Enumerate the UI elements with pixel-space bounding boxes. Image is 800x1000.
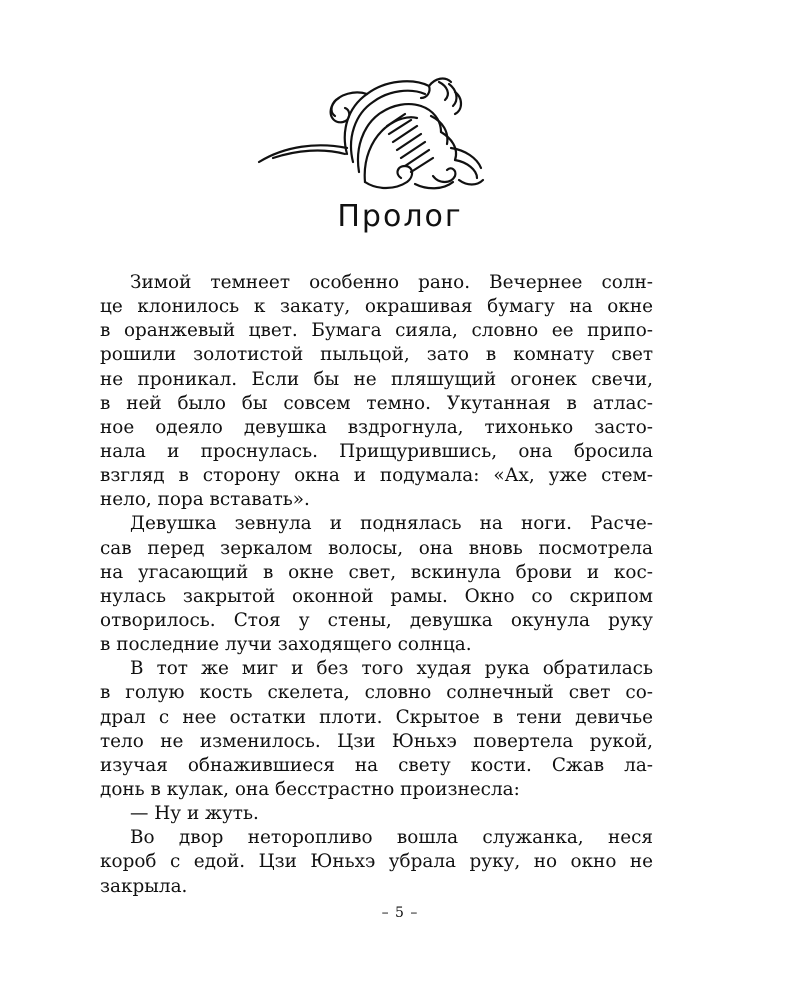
text-line: взгляд в сторону окна и подумала: «Ах, уже стем-: [100, 465, 653, 487]
text-line: отворилось. Стоя у стены, девушка окунула руку: [100, 609, 653, 631]
text-line: В тот же миг и без того худая рука обратилась: [130, 658, 653, 680]
text-line: короб с едой. Цзи Юньхэ убрала руку, но окно не: [100, 851, 653, 873]
text-line: донь в кулак, она бесстрастно произнесла:: [100, 778, 520, 800]
text-line: Зимой темнеет особенно рано. Вечернее солн-: [130, 272, 653, 293]
dialogue-line: — Ну и жуть.: [130, 803, 259, 825]
text-line: изучая обнажившиеся на свету кости. Сжав ла-: [100, 754, 653, 776]
text-line: закрыла.: [100, 875, 188, 897]
text-line: ное одеяло девушка вздрогнула, тихонько засто-: [100, 416, 653, 438]
text-line: рошили золотистой пыльцой, зато в комнату свет: [100, 344, 653, 366]
text-line: в ней было бы совсем темно. Укутанная в атлас-: [100, 392, 653, 414]
page-number: – 5 –: [381, 905, 419, 921]
wave-icon: [255, 68, 491, 192]
text-line: нала и проснулась. Прищурившись, она бросила: [100, 440, 653, 462]
chapter-body: [100, 271, 653, 899]
text-line: на угасающий в окне свет, вскинула брови и кос-: [100, 561, 653, 583]
text-line: в голую кость скелета, словно солнечный свет со-: [100, 682, 653, 704]
text-line: це клонилось к закату, окрашивая бумагу на окне: [100, 296, 653, 318]
text-line: Девушка зевнула и поднялась на ноги. Расче-: [130, 513, 653, 535]
text-line: в оранжевый цвет. Бумага сияла, словно ее припо-: [100, 320, 653, 342]
text-line: нулась закрытой оконной рамы. Окно со скрипом: [100, 585, 653, 607]
text-line: в последние лучи заходящего солнца.: [100, 634, 472, 656]
text-line: сав перед зеркалом волосы, она вновь посмотрела: [100, 537, 653, 559]
chapter-title: Пролог: [337, 199, 463, 234]
text-line: нело, пора вставать».: [100, 489, 310, 511]
text-line: Во двор неторопливо вошла служанка, неся: [130, 827, 653, 849]
text-line: драл с нее остатки плоти. Скрытое в тени девичье: [100, 706, 653, 728]
text-line: тело не изменилось. Цзи Юньхэ повертела рукой,: [100, 730, 653, 752]
text-line: не проникал. Если бы не пляшущий огонек свечи,: [100, 368, 653, 390]
